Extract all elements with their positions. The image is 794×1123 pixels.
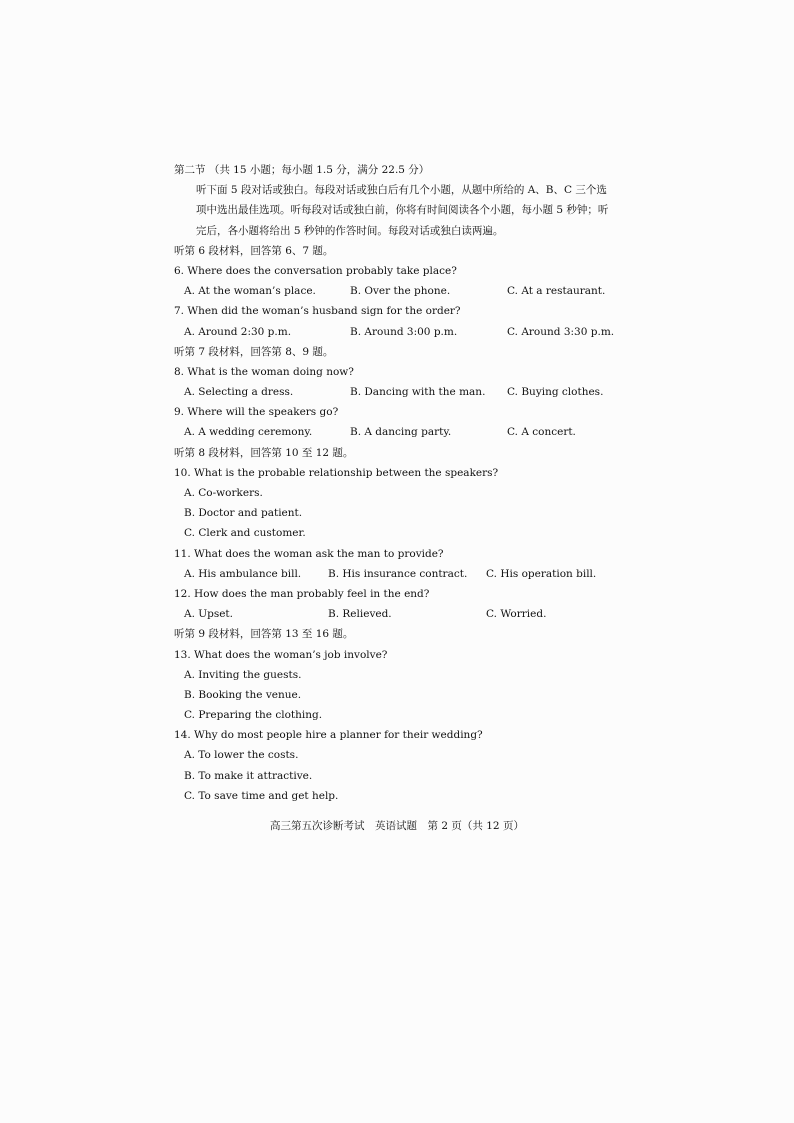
page-footer: 高三第五次诊断考试 英语试题 第 2 页（共 12 页） (270, 820, 524, 832)
option-a: A. At the woman’s place. (184, 285, 316, 298)
question-stem: 7. When did the woman’s husband sign for the order? (174, 305, 461, 318)
question-stem: 9. Where will the speakers go? (174, 406, 339, 419)
option-c: C. To save time and get help. (184, 789, 339, 802)
option-a: A. Selecting a dress. (184, 386, 294, 399)
option-b: B. A dancing party. (350, 426, 452, 439)
option-row (174, 382, 614, 402)
question-stem: 6. Where does the conversation probably take place? (174, 264, 457, 277)
option-a: A. Co-workers. (184, 487, 263, 500)
group-heading: 听第 9 段材料，回答第 13 至 16 题。 (174, 628, 354, 641)
option-row (174, 281, 614, 301)
section-instructions: 听下面 5 段对话或独白。每段对话或独白后有几个小题，从题中所给的 A、B、C 三个选项中选出最佳选项。听每段对话或独白前，你将有时间阅读各个小题，每小题 5 秒钟；听完后，各小题将给出 5 秒钟的作答时间。每段对话或独白读两遍。 (196, 184, 609, 237)
option-c: C. Worried. (486, 608, 547, 621)
option-b: B. His insurance contract. (328, 567, 468, 580)
group-heading: 听第 6 段材料，回答第 6、7 题。 (174, 244, 334, 257)
option-c: C. Around 3:30 p.m. (507, 325, 615, 338)
section-title: 第二节 （共 15 小题；每小题 1.5 分，满分 22.5 分） (174, 164, 430, 176)
option-a: A. A wedding ceremony. (184, 426, 313, 439)
listening-section (174, 160, 614, 806)
option-a: A. Upset. (184, 608, 233, 621)
question-stem: 10. What is the probable relationship between the speakers? (174, 466, 499, 479)
group-heading: 听第 8 段材料，回答第 10 至 12 题。 (174, 446, 354, 459)
option-row (174, 604, 614, 624)
option-a: A. Inviting the guests. (184, 668, 302, 681)
option-c: C. Buying clothes. (507, 386, 604, 399)
option-a: A. To lower the costs. (184, 749, 299, 762)
option-c: C. At a restaurant. (507, 285, 606, 298)
option-a: A. Around 2:30 p.m. (184, 325, 292, 338)
option-a: A. His ambulance bill. (184, 567, 302, 580)
option-row (174, 564, 614, 584)
option-b: B. Over the phone. (350, 285, 451, 298)
option-b: B. Dancing with the man. (350, 386, 486, 399)
option-c: C. His operation bill. (486, 567, 597, 580)
option-b: B. To make it attractive. (184, 769, 313, 782)
option-b: B. Relieved. (328, 608, 392, 621)
question-stem: 8. What is the woman doing now? (174, 365, 354, 378)
option-b: B. Around 3:00 p.m. (350, 325, 458, 338)
question-stem: 11. What does the woman ask the man to provide? (174, 547, 444, 560)
option-b: B. Doctor and patient. (184, 507, 303, 520)
option-c: C. Clerk and customer. (184, 527, 306, 540)
option-c: C. Preparing the clothing. (184, 709, 323, 722)
question-stem: 12. How does the man probably feel in the end? (174, 587, 430, 600)
group-heading: 听第 7 段材料，回答第 8、9 题。 (174, 345, 334, 358)
option-c: C. A concert. (507, 426, 576, 439)
option-row (174, 322, 614, 342)
option-b: B. Booking the venue. (184, 688, 302, 701)
question-stem: 14. Why do most people hire a planner for their wedding? (174, 729, 483, 742)
question-stem: 13. What does the woman’s job involve? (174, 648, 388, 661)
option-row (174, 422, 614, 442)
